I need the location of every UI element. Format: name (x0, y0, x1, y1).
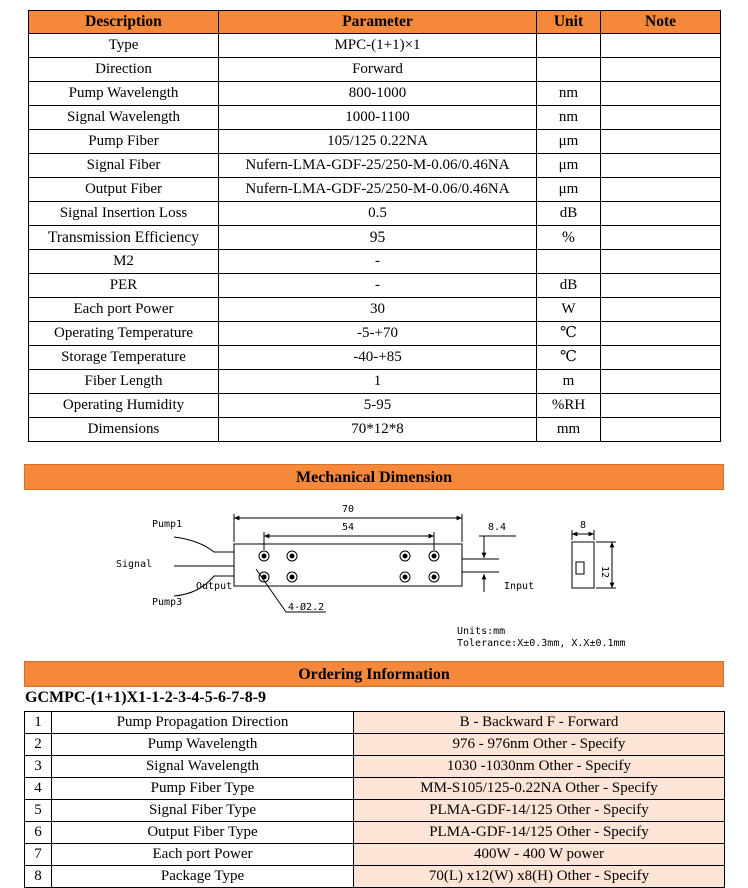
spec-note (601, 106, 721, 130)
dim-8-4: 8.4 (488, 522, 507, 533)
label-output: Output (196, 581, 233, 592)
spec-row (29, 274, 721, 298)
spec-description: Operating Temperature (29, 322, 219, 346)
order-number: 8 (25, 866, 52, 888)
spec-description: Signal Insertion Loss (29, 202, 219, 226)
spec-row (29, 394, 721, 418)
spec-row (29, 298, 721, 322)
spec-description: M2 (29, 250, 219, 274)
order-options: B - Backward F - Forward (354, 712, 725, 734)
order-options: 976 - 976nm Other - Specify (354, 734, 725, 756)
spec-parameter: MPC-(1+1)×1 (219, 34, 537, 58)
order-number: 7 (25, 844, 52, 866)
order-row (25, 822, 725, 844)
order-number: 6 (25, 822, 52, 844)
order-row (25, 866, 725, 888)
spec-note (601, 418, 721, 442)
dim-12: 12 (599, 566, 610, 579)
header-unit: Unit (537, 11, 601, 34)
spec-parameter: 95 (219, 226, 537, 250)
spec-row (29, 370, 721, 394)
order-row (25, 800, 725, 822)
spec-note (601, 346, 721, 370)
label-input: Input (504, 581, 535, 592)
order-row (25, 756, 725, 778)
order-row (25, 734, 725, 756)
spec-note (601, 154, 721, 178)
spec-unit (537, 34, 601, 58)
spec-parameter: 5-95 (219, 394, 537, 418)
spec-note (601, 250, 721, 274)
spec-note (601, 274, 721, 298)
header-description: Description (29, 11, 219, 34)
spec-note (601, 322, 721, 346)
spec-parameter: 30 (219, 298, 537, 322)
mechanical-drawing (24, 492, 724, 652)
spec-row (29, 130, 721, 154)
spec-description: Pump Wavelength (29, 82, 219, 106)
spec-unit: μm (537, 130, 601, 154)
spec-note (601, 370, 721, 394)
spec-description: Operating Humidity (29, 394, 219, 418)
label-pump3: Pump3 (152, 597, 183, 608)
spec-description: Output Fiber (29, 178, 219, 202)
spec-row (29, 154, 721, 178)
dim-54: 54 (342, 522, 355, 533)
spec-table (28, 10, 721, 442)
spec-note (601, 82, 721, 106)
spec-unit: dB (537, 274, 601, 298)
pump1-fiber (174, 537, 234, 552)
spec-parameter: 1 (219, 370, 537, 394)
spec-row (29, 82, 721, 106)
spec-description: Each port Power (29, 298, 219, 322)
header-note: Note (601, 11, 721, 34)
spec-row (29, 202, 721, 226)
spec-parameter: Nufern-LMA-GDF-25/250-M-0.06/0.46NA (219, 178, 537, 202)
spec-description: Pump Fiber (29, 130, 219, 154)
spec-parameter: Forward (219, 58, 537, 82)
spec-parameter: - (219, 274, 537, 298)
spec-description: Signal Fiber (29, 154, 219, 178)
order-item: Pump Fiber Type (52, 778, 354, 800)
order-item: Package Type (52, 866, 354, 888)
order-item: Pump Wavelength (52, 734, 354, 756)
spec-description: Dimensions (29, 418, 219, 442)
spec-description: Type (29, 34, 219, 58)
spec-unit: m (537, 370, 601, 394)
spec-row (29, 418, 721, 442)
spec-unit (537, 58, 601, 82)
spec-note (601, 298, 721, 322)
spec-description: Fiber Length (29, 370, 219, 394)
spec-unit: W (537, 298, 601, 322)
order-item: Each port Power (52, 844, 354, 866)
spec-unit: dB (537, 202, 601, 226)
spec-row (29, 106, 721, 130)
spec-parameter: -40-+85 (219, 346, 537, 370)
order-number: 2 (25, 734, 52, 756)
spec-unit: nm (537, 82, 601, 106)
spec-parameter: 105/125 0.22NA (219, 130, 537, 154)
spec-row (29, 322, 721, 346)
order-number: 4 (25, 778, 52, 800)
order-item: Pump Propagation Direction (52, 712, 354, 734)
dim-70: 70 (342, 504, 355, 515)
spec-row (29, 58, 721, 82)
spec-note (601, 58, 721, 82)
spec-header-row (29, 11, 721, 34)
ordering-code: GCMPC-(1+1)X1-1-2-3-4-5-6-7-8-9 (25, 689, 267, 706)
order-number: 1 (25, 712, 52, 734)
side-view-body (572, 542, 594, 588)
ordering-table (24, 711, 725, 888)
spec-parameter: 70*12*8 (219, 418, 537, 442)
units-note: Units:mm (457, 626, 506, 637)
spec-unit (537, 250, 601, 274)
spec-unit: % (537, 226, 601, 250)
spec-unit: μm (537, 154, 601, 178)
spec-description: Transmission Efficiency (29, 226, 219, 250)
spec-note (601, 394, 721, 418)
spec-note (601, 178, 721, 202)
hole-callout: 4-Ø2.2 (288, 602, 325, 613)
spec-note (601, 202, 721, 226)
tolerance-note: Tolerance:X±0.3mm, X.X±0.1mm (457, 638, 626, 649)
order-number: 5 (25, 800, 52, 822)
order-options: PLMA-GDF-14/125 Other - Specify (354, 822, 725, 844)
order-options: 400W - 400 W power (354, 844, 725, 866)
spec-parameter: -5-+70 (219, 322, 537, 346)
spec-note (601, 34, 721, 58)
spec-note (601, 226, 721, 250)
spec-note (601, 130, 721, 154)
order-number: 3 (25, 756, 52, 778)
spec-unit: ℃ (537, 346, 601, 370)
spec-parameter: 800-1000 (219, 82, 537, 106)
spec-description: Direction (29, 58, 219, 82)
label-signal: Signal (116, 559, 153, 570)
order-row (25, 778, 725, 800)
spec-unit: ℃ (537, 322, 601, 346)
order-item: Signal Fiber Type (52, 800, 354, 822)
mounting-holes (259, 551, 439, 582)
spec-unit: nm (537, 106, 601, 130)
order-options: 1030 -1030nm Other - Specify (354, 756, 725, 778)
spec-parameter: 1000-1100 (219, 106, 537, 130)
spec-row (29, 346, 721, 370)
spec-parameter: - (219, 250, 537, 274)
spec-row (29, 250, 721, 274)
order-options: PLMA-GDF-14/125 Other - Specify (354, 800, 725, 822)
spec-unit: mm (537, 418, 601, 442)
order-options: MM-S105/125-0.22NA Other - Specify (354, 778, 725, 800)
spec-row (29, 34, 721, 58)
spec-parameter: 0.5 (219, 202, 537, 226)
order-item: Signal Wavelength (52, 756, 354, 778)
spec-parameter: Nufern-LMA-GDF-25/250-M-0.06/0.46NA (219, 154, 537, 178)
spec-unit: %RH (537, 394, 601, 418)
header-parameter: Parameter (219, 11, 537, 34)
mechanical-dimension-banner: Mechanical Dimension (24, 464, 724, 490)
spec-description: Signal Wavelength (29, 106, 219, 130)
label-pump1: Pump1 (152, 519, 183, 530)
spec-row (29, 226, 721, 250)
spec-description: PER (29, 274, 219, 298)
spec-description: Storage Temperature (29, 346, 219, 370)
order-options: 70(L) x12(W) x8(H) Other - Specify (354, 866, 725, 888)
dim-8: 8 (580, 520, 587, 531)
ordering-information-banner: Ordering Information (24, 661, 724, 687)
order-row (25, 712, 725, 734)
spec-unit: μm (537, 178, 601, 202)
order-row (25, 844, 725, 866)
order-item: Output Fiber Type (52, 822, 354, 844)
spec-row (29, 178, 721, 202)
